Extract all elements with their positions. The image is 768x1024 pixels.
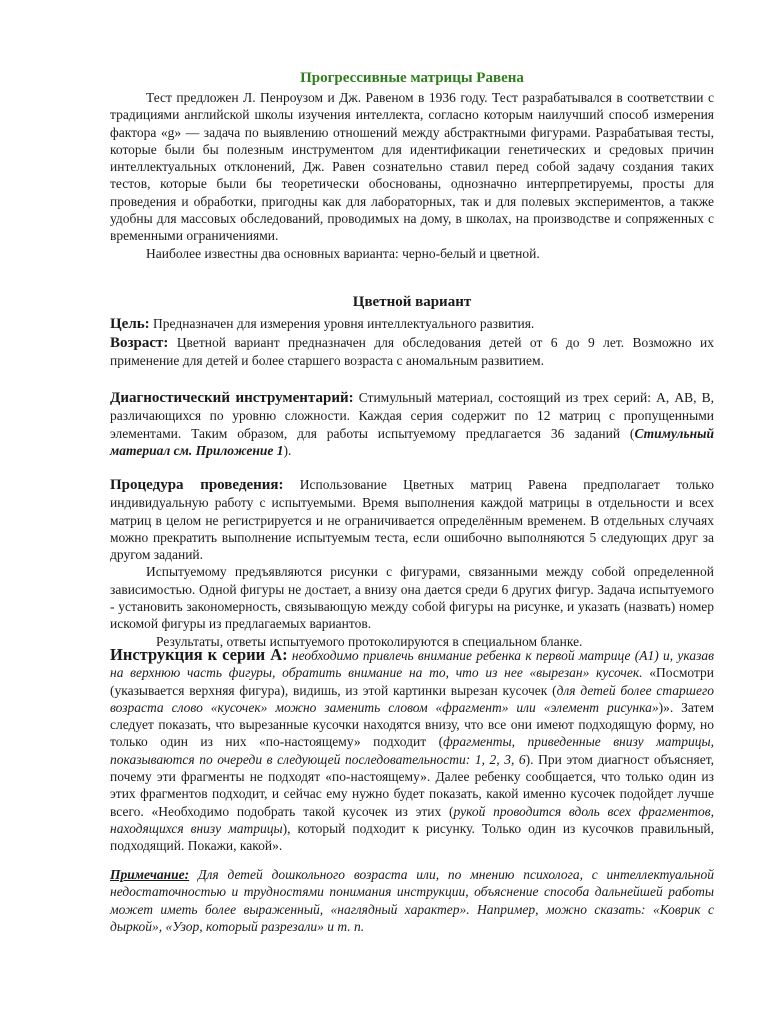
intro-paragraph: Тест предложен Л. Пенроузом и Дж. Равеном в 1936 году. Тест разрабатывался в соответствии с традициями английской школы изучения интеллекта, согласно которым наилучший способ измерения фактора «g» — задача по выявлению отношений между абстрактными фигурами. Разрабатывая тесты, которые были бы полезным инструментом для идентификации генетических и средовых причин интеллектуальных отклонений, Дж. Равен сознательно ставил перед собой задачу создания таких тестов, которые были бы теоретически обоснованы, однозначно интерпретируемы, просты для проведения и обработки, пригодны как для лабораторных, так и для полевых экспериментов, а также удобны для массовых обследований, проводимых на дому, в школах, на производстве и сопряженных с временными ограничениями. [110,90,714,244]
procedure-paragraph [110,476,714,563]
instruction-italic-1: необходимо привлечь внимание ребенка к первой матрице (А1) и, указав на верхнюю часть фигуры, обратить внимание на то, что из нее «вырезан» кусочек. [110,648,715,681]
instruction-text-1: «Посмотри (указывается верхняя фигура), видишь, из этой картинки вырезан кусочек ( [110,665,715,698]
goal-label: Цель: [110,316,150,332]
age-text: Цветной вариант предназначен для обследования детей от 6 до 9 лет. Возможно их применение для детей и более старшего возраста с аномальным развитием. [110,335,715,369]
instruction-italic-4: рукой проводится вдоль всех фрагментов, находящихся внизу матрицы [110,803,714,836]
note-text: Для детей дошкольного возраста или, по мнению психолога, с интеллектуальной недостаточностью и трудностями понимания инструкции, объяснение способа дальнейшей работы может иметь более выраженный, «наглядный характер». Например, можно сказать: «Коврик с дыркой», «Узор, который разрезали» и т. п. [110,867,714,934]
document-title: Прогрессивные матрицы Равена [300,70,524,86]
instruction-text-2: )». Затем следует показать, что вырезанные кусочки находятся внизу, что все они имеют подходящую форму, но только один из них «по-настоящему» подходит ( [110,699,714,750]
tools-text: Стимульный материал, состоящий из трех серий: А, АВ, В, различающихся по уровню сложности. Каждая серия содержит по 12 матриц с пропущенными элементами. Таким образом, для работы испытуемому предлагается 36 заданий ( [110,390,714,441]
instruction-text-4: ), который подходит к рисунку. Только один из кусочков правильный, подходящий. Покажи, какой». [110,820,714,854]
age-paragraph [110,334,714,370]
note-paragraph [110,866,714,935]
tools-tail: ). [283,442,292,458]
tools-paragraph [110,389,714,459]
instruction-paragraph [110,646,714,855]
instruction-label: Инструкция к серии А: [110,645,288,664]
age-label: Возраст: [110,335,169,351]
goal-text: Предназначен для измерения уровня интеллектуального развития. [153,316,535,331]
section-title: Цветной вариант [352,294,472,310]
procedure-paragraph-2: Испытуемому предъявляются рисунки с фигурами, связанными между собой определенной зависимостью. Одной фигуры не достает, а внизу она дается среди 6 других фигур. Задача испытуемого - установить закономерность, связывающую между собой фигуры на рисунке, и указать (назвать) номер искомой фигуры из предлагаемых вариантов. [110,564,714,632]
instruction-italic-2: для детей более старшего возраста слово «кусочек» можно заменить словом «фрагмент» или «элемент рисунка» [110,682,714,715]
intro-section [110,89,714,262]
instruction-italic-3: фрагменты, приведенные внизу матрицы, показываются по очереди в следующей последовательности: 1, 2, 3, 6 [110,734,714,767]
note-label: Примечание: [110,867,190,882]
instruction-text-3: ). При этом диагност объясняет, почему эти фрагменты не подходят «по-настоящему». Далее ребенку сообщается, что только один из этих фрагментов подходит, и сейчас ему нужно будет показать, какой именно кусочек подойдет лучше всего. «Необходимо подобрать такой кусочек из этих ( [110,751,714,819]
procedure-text: Использование Цветных матриц Равена предполагает только индивидуальную работу с испытуемыми. Время выполнения каждой матрицы в отдельности и всех матриц в целом не регистрируется и не ограничивается определённым временем. В отдельных случаях можно прекратить выполнение испытуемым теста, если ошибочно выполняются 5 следующих друг за другом заданий. [110,477,715,563]
goal-paragraph [110,315,714,333]
procedure-paragraph-3: Результаты, ответы испытуемого протоколируются в специальном бланке. [156,633,583,649]
tools-appendix-ref: Стимульный материал см. Приложение 1 [110,425,714,458]
procedure-section [110,476,714,650]
intro-variants-paragraph: Наиболее известны два основных варианта: черно-белый и цветной. [146,245,540,261]
procedure-label: Процедура проведения: [110,477,284,493]
tools-label: Диагностический инструментарий: [110,390,354,406]
